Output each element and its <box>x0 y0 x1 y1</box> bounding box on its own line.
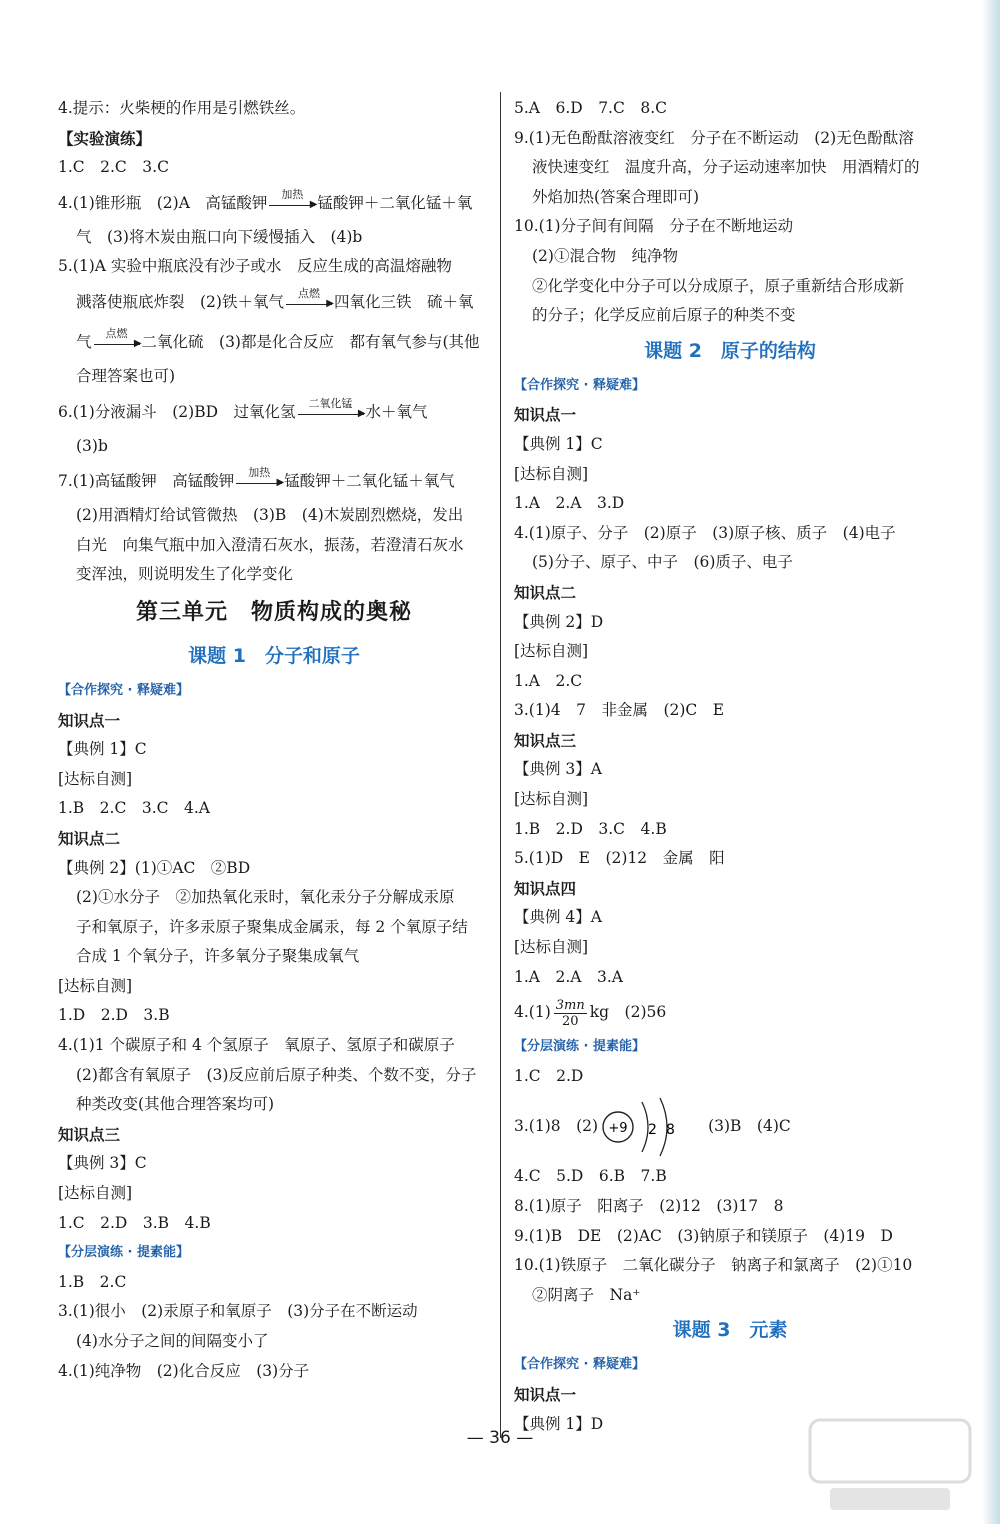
answer-line: 变浑浊，则说明发生了化学变化 <box>76 565 294 584</box>
section-banner: 【合作探究 · 释疑难】 <box>514 377 645 393</box>
lesson-title: 课题 1 分子和原子 <box>188 644 360 667</box>
fraction-denominator: 20 <box>561 1013 579 1029</box>
fraction <box>554 998 587 1029</box>
answer-line <box>514 992 946 1032</box>
equation-rhs: 二氧化硫 (3)都是化合反应 都有氧气参与(其他 <box>141 332 480 351</box>
answer-line: 10.(1)铁原子 二氧化碳分子 钠离子和氯离子 (2)①10 <box>514 1256 913 1275</box>
nucleus-charge: +9 <box>608 1121 628 1137</box>
answer-line: (2)①水分子 ②加热氧化汞时，氧化汞分子分解成汞原 <box>76 888 455 907</box>
section-banner: 【合作探究 · 释疑难】 <box>58 682 189 698</box>
knowledge-point-heading: 知识点二 <box>514 582 577 602</box>
answer-line: 1.C 2.D <box>514 1066 584 1085</box>
equation-rhs: 四氧化三铁 硫＋氧 <box>333 292 474 311</box>
shell-electrons-1: 2 <box>648 1122 657 1139</box>
self-test-heading: [达标自测] <box>58 769 133 788</box>
answer-suffix: kg (2)56 <box>589 1003 667 1022</box>
self-test-heading: [达标自测] <box>58 976 133 995</box>
answer-line: 4.(1)原子、分子 (2)原子 (3)原子核、质子 (4)电子 <box>514 523 896 542</box>
answer-line: 4.提示：火柴梗的作用是引燃铁丝。 <box>58 99 306 117</box>
equation-lhs: 7.(1)高锰酸钾 高锰酸钾 <box>58 472 235 491</box>
answer-line: 的分子；化学反应前后原子的种类不变 <box>532 306 796 325</box>
knowledge-point-heading: 知识点四 <box>514 878 577 898</box>
page-number: — 36 — <box>466 1428 534 1448</box>
reaction-condition: 二氧化锰 <box>308 396 353 410</box>
answer-line: 9.(1)无色酚酞溶液变红 分子在不断运动 (2)无色酚酞溶 <box>514 128 914 147</box>
answer-prefix: 3.(1)8 (2) <box>514 1117 599 1136</box>
example-answer: 【典例 3】A <box>514 760 602 779</box>
lesson-title: 课题 3 元素 <box>672 1319 788 1342</box>
answer-line: 1.D 2.D 3.B <box>58 1006 170 1025</box>
example-answer: 【典例 2】(1)①AC ②BD <box>58 858 251 877</box>
section-banner: 【合作探究 · 释疑难】 <box>514 1357 645 1373</box>
answer-line: 合理答案也可) <box>76 366 176 385</box>
answer-line <box>58 461 490 501</box>
answer-line: 8.(1)原子 阳离子 (2)12 (3)17 8 <box>514 1197 784 1215</box>
reaction-condition: 加热 <box>281 187 304 201</box>
answer-line: 液快速变红 温度升高，分子运动速率加快 用酒精灯的 <box>532 158 920 177</box>
answer-line: ②阴离子 Na⁺ <box>532 1285 641 1304</box>
answer-line: 种类改变(其他合理答案均可) <box>76 1095 275 1114</box>
answer-line: 9.(1)B DE (2)AC (3)钠原子和镁原子 (4)19 D <box>514 1226 893 1245</box>
answer-line: 4.C 5.D 6.B 7.B <box>514 1167 667 1186</box>
scan-edge-strip <box>982 0 1000 1524</box>
section-banner: 【分层演练 · 提素能】 <box>58 1245 189 1261</box>
example-answer: 【典例 1】C <box>514 434 603 453</box>
unit-title: 第三单元 物质构成的奥秘 <box>135 599 412 625</box>
section-banner: 【分层演练 · 提素能】 <box>514 1039 645 1055</box>
example-answer: 【典例 1】D <box>514 1414 604 1433</box>
answer-line: 合成 1 个氧分子，许多氧分子聚集成氧气 <box>76 947 360 966</box>
reaction-arrow: 点燃 ▶ <box>286 297 332 309</box>
knowledge-point-heading: 知识点一 <box>58 710 121 730</box>
answer-line: 1.B 2.C <box>58 1272 127 1291</box>
answer-line: 1.C 2.C 3.C <box>58 158 169 177</box>
answer-line: 1.A 2.C <box>514 671 583 690</box>
answer-line: 3.(1)很小 (2)汞原子和氧原子 (3)分子在不断运动 <box>58 1302 418 1321</box>
example-answer: 【典例 3】C <box>58 1154 147 1173</box>
answer-line: (4)水分子之间的间隔变小了 <box>76 1332 269 1350</box>
answer-line: (3)b <box>76 436 108 455</box>
answer-line: 气 (3)将木炭由瓶口向下缓慢插入 (4)b <box>76 227 363 246</box>
reaction-condition: 点燃 <box>105 326 128 340</box>
answer-line: 5.(1)D E (2)12 金属 阳 <box>514 849 725 868</box>
answer-line: 10.(1)分子间有间隔 分子在不断地运动 <box>514 217 794 236</box>
shell-electrons-2: 8 <box>666 1122 675 1139</box>
reaction-arrow: 加热 ▶ <box>236 476 282 488</box>
answer-line: (2)都含有氧原子 (3)反应前后原子种类、个数不变，分子 <box>76 1065 477 1084</box>
reaction-condition: 加热 <box>248 466 271 480</box>
answer-line: (2)用酒精灯给试管微热 (3)B (4)木炭剧烈燃烧，发出 <box>76 506 464 525</box>
fraction-numerator: 3mn <box>555 997 585 1013</box>
equation-rhs: 锰酸钾＋二氧化锰＋氧 <box>317 193 473 212</box>
self-test-heading: [达标自测] <box>58 1184 133 1203</box>
answer-line: 子和氧原子，许多汞原子聚集成金属汞，每 2 个氧原子结 <box>76 917 468 936</box>
answer-prefix: 4.(1) <box>514 1003 551 1022</box>
equation-lhs: 溅落使瓶底炸裂 (2)铁＋氧气 <box>76 292 284 311</box>
answer-line: 5.(1)A 实验中瓶底没有沙子或水 反应生成的高温熔融物 <box>58 257 452 276</box>
equation-lhs: 4.(1)锥形瓶 (2)A 高锰酸钾 <box>58 193 268 212</box>
reaction-arrow: 二氧化锰 ▶ <box>298 407 364 419</box>
equation-rhs: 水＋氧气 <box>365 402 428 421</box>
answer-line <box>514 1091 946 1162</box>
reaction-arrow: 加热 ▶ <box>269 198 315 210</box>
answer-line: 5.A 6.D 7.C 8.C <box>514 99 667 117</box>
answer-line: 1.A 2.A 3.D <box>514 494 625 513</box>
self-test-heading: [达标自测] <box>514 938 589 957</box>
lesson-title: 课题 2 原子的结构 <box>644 339 816 362</box>
answer-line: 1.B 2.C 3.C 4.A <box>58 799 210 818</box>
answer-line: 4.(1)纯净物 (2)化合反应 (3)分子 <box>58 1361 310 1380</box>
answer-line: (2)①混合物 纯净物 <box>532 246 678 265</box>
answer-suffix: (3)B (4)C <box>708 1117 791 1136</box>
knowledge-point-heading: 知识点一 <box>514 1384 577 1404</box>
section-heading: 【实验演练】 <box>58 128 152 148</box>
self-test-heading: [达标自测] <box>514 464 589 483</box>
equation-lhs: 气 <box>76 332 92 351</box>
answer-line: 4.(1)1 个碳原子和 4 个氢原子 氧原子、氢原子和碳原子 <box>58 1036 455 1055</box>
answer-line <box>58 282 490 322</box>
equation-lhs: 6.(1)分液漏斗 (2)BD 过氧化氢 <box>58 402 296 421</box>
reaction-arrow: 点燃 ▶ <box>94 337 140 349</box>
example-answer: 【典例 1】C <box>58 740 147 759</box>
answer-line: (5)分子、原子、中子 (6)质子、电子 <box>532 553 793 572</box>
answer-line: 1.B 2.D 3.C 4.B <box>514 819 667 838</box>
atom-structure-diagram <box>598 1092 708 1162</box>
answer-line: 外焰加热(答案合理即可) <box>532 187 700 206</box>
answer-line <box>58 183 490 223</box>
self-test-heading: [达标自测] <box>514 790 589 809</box>
example-answer: 【典例 4】A <box>514 908 602 927</box>
knowledge-point-heading: 知识点二 <box>58 828 121 848</box>
reaction-condition: 点燃 <box>297 286 320 300</box>
answer-line: 1.C 2.D 3.B 4.B <box>58 1213 211 1232</box>
answer-line: ②化学变化中分子可以分成原子，原子重新结合形成新 <box>532 276 905 295</box>
knowledge-point-heading: 知识点一 <box>514 405 577 425</box>
answer-line: 白光 向集气瓶中加入澄清石灰水，振荡，若澄清石灰水 <box>76 535 464 554</box>
watermark-logo <box>800 1410 980 1520</box>
example-answer: 【典例 2】D <box>514 612 604 631</box>
knowledge-point-heading: 知识点三 <box>514 730 577 750</box>
column-divider <box>500 92 501 1438</box>
right-column <box>514 94 946 1439</box>
left-column <box>58 94 490 1386</box>
answer-line <box>58 322 490 362</box>
answer-line <box>58 392 490 432</box>
answer-line: 3.(1)4 7 非金属 (2)C E <box>514 701 725 720</box>
self-test-heading: [达标自测] <box>514 642 589 661</box>
equation-rhs: 锰酸钾＋二氧化锰＋氧气 <box>284 472 455 491</box>
knowledge-point-heading: 知识点三 <box>58 1124 121 1144</box>
answer-line: 1.A 2.A 3.A <box>514 967 623 986</box>
